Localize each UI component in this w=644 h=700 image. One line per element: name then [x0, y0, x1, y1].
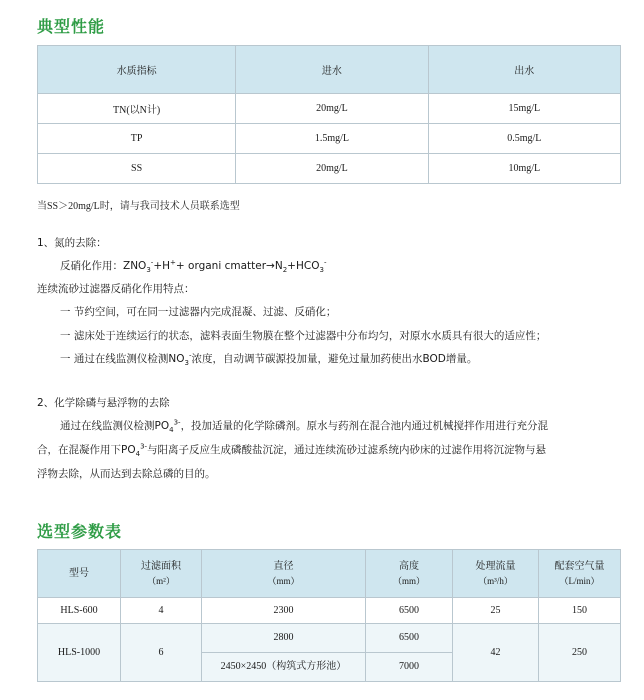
table-cell: 42	[453, 624, 539, 682]
selection-table	[37, 549, 621, 682]
header-cell	[38, 550, 121, 598]
subscript: 3	[146, 266, 151, 275]
performance-table	[37, 45, 621, 184]
header-label: 高度	[399, 560, 419, 572]
paragraph-text: 与阳离子反应生成磷酸盐沉淀，通过连续流砂过滤系统内砂床的过滤作用将沉淀物与悬	[147, 444, 547, 456]
table-cell: 2300	[202, 598, 366, 624]
header-unit: （mm）	[392, 575, 425, 586]
table-cell: 4	[121, 598, 202, 624]
feature-bullet	[60, 351, 477, 367]
header-label: 配套空气量	[554, 560, 605, 572]
table-cell: 6500	[366, 598, 453, 624]
header-cell	[366, 550, 453, 598]
table-cell: 20mg/L	[236, 94, 428, 124]
selection-note: 当SS＞20mg/L时，请与我司技术人员联系选型	[37, 201, 240, 212]
header-cell	[121, 550, 202, 598]
table-cell: SS	[38, 154, 236, 184]
features-heading: 连续流砂过滤器反硝化作用特点：	[37, 283, 195, 295]
paragraph-text: 通过在线监测仪检测PO	[60, 420, 170, 432]
header-label: 型号	[69, 567, 89, 579]
header-cell: 出水	[428, 46, 620, 94]
performance-title: 典型性能	[37, 17, 106, 36]
table-cell: 20mg/L	[236, 154, 428, 184]
table-cell: 250	[539, 624, 621, 682]
superscript: -	[323, 258, 327, 267]
paragraph-line	[60, 418, 548, 434]
table-cell: 6500	[366, 624, 453, 653]
header-label: 过滤面积	[141, 560, 181, 572]
header-cell: 水质指标	[38, 46, 236, 94]
bullet-text: 一 通过在线监测仪检测NO	[60, 353, 185, 365]
table-cell: TN(以N计)	[38, 94, 236, 124]
table-row	[38, 598, 621, 624]
subscript: 2	[282, 266, 288, 275]
denitrification-heading: 1、氮的去除：	[37, 237, 107, 249]
table-cell: 25	[453, 598, 539, 624]
subscript: 4	[169, 426, 174, 435]
feature-bullet: 一 节约空间，可在同一过滤器内完成混凝、过滤、反硝化；	[60, 306, 337, 318]
table-cell: 0.5mg/L	[428, 124, 620, 154]
table-cell: 10mg/L	[428, 154, 620, 184]
table-row	[38, 154, 621, 184]
subscript: 3	[319, 266, 324, 275]
superscript: -	[150, 258, 154, 267]
table-row	[38, 124, 621, 154]
table-row	[38, 94, 621, 124]
paragraph-text: ，投加适量的化学除磷剂。原水与药剂在混合池内通过机械搅拌作用进行充分混	[180, 420, 549, 432]
table-cell: TP	[38, 124, 236, 154]
table-cell: HLS-1000	[38, 624, 121, 682]
bullet-text: 浓度，自动调节碳源投加量，避免过量加药使出水BOD增量。	[191, 353, 478, 365]
reaction-text: +H	[153, 260, 171, 272]
superscript: 3-	[173, 418, 181, 427]
table-cell: 6	[121, 624, 202, 682]
superscript: +	[170, 258, 176, 267]
header-cell	[453, 550, 539, 598]
superscript: -	[188, 351, 192, 360]
table-header-row	[38, 550, 621, 598]
reaction-line	[60, 258, 326, 274]
header-cell	[202, 550, 366, 598]
table-header-row	[38, 46, 621, 94]
table-row	[38, 624, 621, 653]
reaction-text: ZNO	[123, 260, 147, 272]
table-cell: HLS-600	[38, 598, 121, 624]
subscript: 3	[184, 359, 189, 368]
header-unit: （m³/h）	[478, 575, 513, 586]
header-unit: （mm）	[267, 575, 300, 586]
paragraph-line	[37, 442, 546, 458]
table-cell: 2800	[202, 624, 366, 653]
subscript: 4	[135, 450, 141, 459]
table-cell: 2450×2450（构筑式方形池）	[202, 653, 366, 682]
feature-bullet: 一 滤床处于连续运行的状态，滤料表面生物膜在整个过滤器中分布均匀，对原水水质具有很大的适应性；	[60, 330, 547, 342]
selection-title: 选型参数表	[37, 522, 123, 541]
header-label: 处理流量	[475, 560, 516, 572]
header-cell: 进水	[236, 46, 428, 94]
header-cell	[539, 550, 621, 598]
reaction-label: 反硝化作用：	[60, 260, 123, 272]
table-cell: 1.5mg/L	[236, 124, 428, 154]
header-unit: （m²）	[147, 575, 175, 586]
paragraph-line: 浮物去除，从而达到去除总磷的目的。	[37, 468, 216, 480]
reaction-text: + organi cmatter→N	[175, 260, 283, 272]
table-cell: 150	[539, 598, 621, 624]
table-cell: 15mg/L	[428, 94, 620, 124]
table-cell: 7000	[366, 653, 453, 682]
header-unit: （L/min）	[559, 575, 600, 586]
phosphorus-heading: 2、化学除磷与悬浮物的去除	[37, 397, 170, 409]
header-label: 直径	[273, 560, 294, 572]
reaction-text: +HCO	[287, 260, 320, 272]
paragraph-text: 合，在混凝作用下PO	[37, 444, 136, 456]
superscript: 3-	[140, 442, 148, 451]
